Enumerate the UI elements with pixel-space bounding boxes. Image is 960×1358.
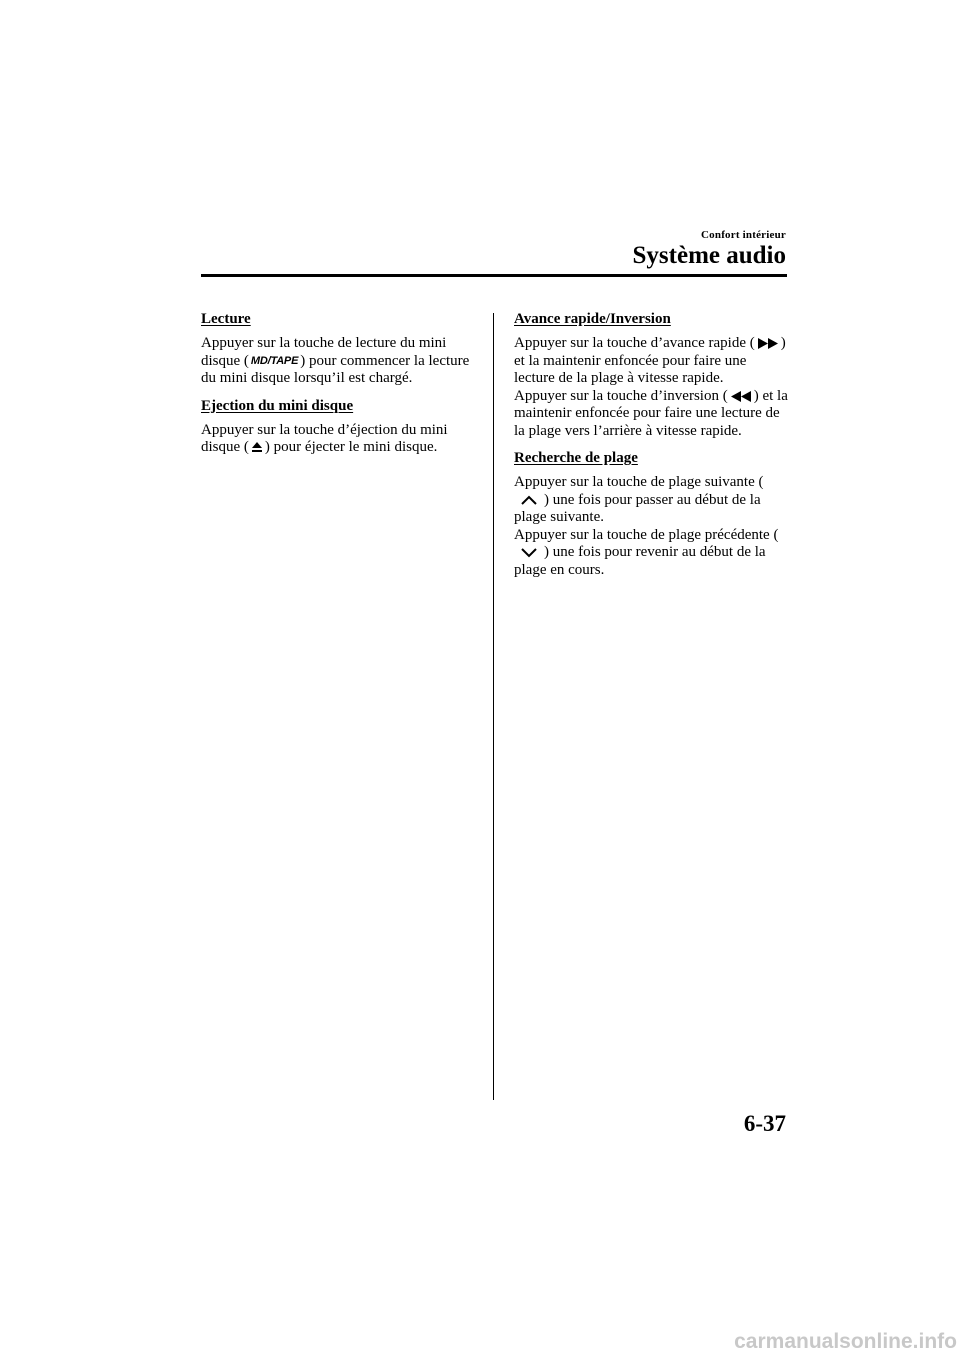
text: ) pour commencer la lecture du mini disque lorsqu’il est chargé. xyxy=(201,352,470,386)
md-tape-button-icon: MD/TAPE xyxy=(250,354,299,367)
fast-forward-icon xyxy=(757,338,779,349)
heading-ejection: Ejection du mini disque xyxy=(201,397,354,414)
chevron-up-icon xyxy=(516,495,542,506)
page-title: Système audio xyxy=(632,242,786,269)
text: ) et la maintenir enfoncée pour faire une lecture de la plage vers l’arrière à vitesse rapide. xyxy=(514,387,788,439)
right-column xyxy=(514,310,788,588)
paragraph-avance xyxy=(514,335,788,440)
heading-avance: Avance rapide/Inversion xyxy=(514,311,671,327)
text: Appuyer sur la touche d’inversion ( xyxy=(514,387,728,404)
eject-icon xyxy=(251,441,263,453)
header-rule xyxy=(201,274,787,277)
text: Appuyer sur la touche d’avance rapide ( xyxy=(514,335,755,351)
paragraph-ejection xyxy=(201,422,471,457)
text: ) pour éjecter le mini disque. xyxy=(264,439,438,455)
text: Appuyer sur la touche d’éjection du mini disque ( xyxy=(201,421,448,455)
text: ) une fois pour revenir au début de la plage en cours. xyxy=(514,544,766,578)
heading-lecture: Lecture xyxy=(201,311,251,327)
text: ) une fois pour passer au début de la plage suivante. xyxy=(514,491,761,525)
column-divider xyxy=(493,313,494,1100)
paragraph-lecture xyxy=(201,335,471,388)
watermark: carmanualsonline.info xyxy=(734,1330,957,1353)
section-label: Confort intérieur xyxy=(701,229,786,241)
text: Appuyer sur la touche de plage précédente ( xyxy=(514,526,779,543)
text: ) et la maintenir enfoncée pour faire une lecture de la plage à vitesse rapide. xyxy=(514,335,786,386)
page-number: 6-37 xyxy=(743,1111,786,1136)
text: Appuyer sur la touche de lecture du mini disque ( xyxy=(201,335,447,369)
chevron-down-icon xyxy=(516,547,542,558)
rewind-icon xyxy=(730,391,752,402)
text: Appuyer sur la touche de plage suivante ( xyxy=(514,474,764,490)
paragraph-recherche xyxy=(514,474,788,579)
heading-recherche: Recherche de plage xyxy=(514,450,638,466)
left-column xyxy=(201,310,471,466)
